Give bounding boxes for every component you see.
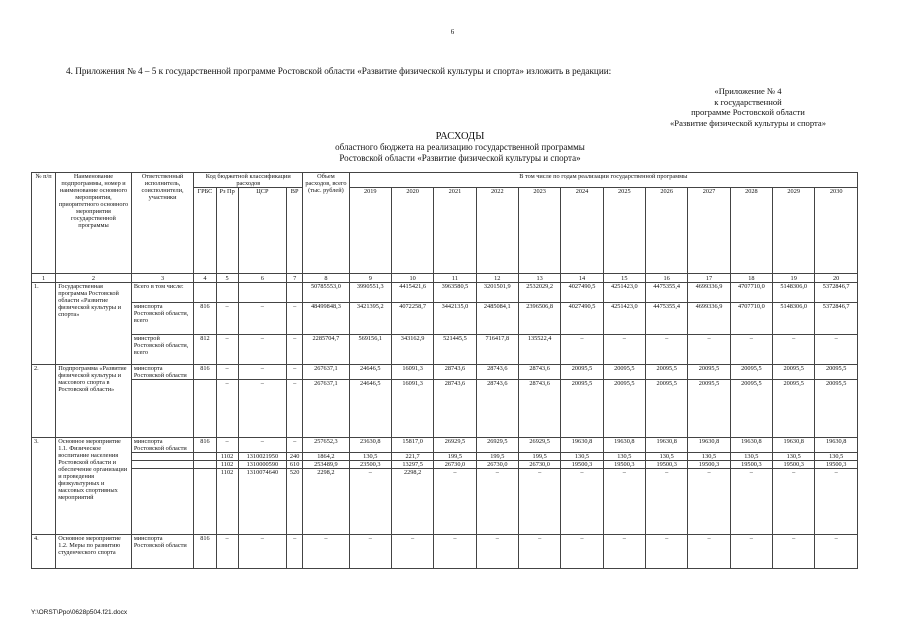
row-year-value: 19500,3 <box>646 461 688 469</box>
row-year-value: 20095,5 <box>603 380 645 438</box>
row-name: Основное мероприятие 1.1. Физическое воспитание населения Ростовской области и обеспечение организации и проведения физкультурных и массовых спортивных мероприятий <box>56 438 132 535</box>
header-exec: Ответственный исполнитель, соисполнители, участники <box>131 173 194 274</box>
column-number: 12 <box>476 274 518 283</box>
row-year-value: – <box>773 535 815 569</box>
row-year-value: 15817,0 <box>391 438 433 453</box>
row-executor: минспорта Ростовской области, всего <box>131 303 194 335</box>
header-year: 2019 <box>349 188 391 274</box>
row-year-value: 3201501,9 <box>476 283 518 303</box>
row-name: Государственная программа Ростовской области «Развитие физической культуры и спорта» <box>56 283 132 365</box>
table-row <box>32 469 858 535</box>
row-year-value: 19630,8 <box>730 438 772 453</box>
row-rzpr: 1102 <box>216 461 238 469</box>
row-year-value: – <box>434 535 476 569</box>
budget-table <box>31 172 858 569</box>
row-year-value: – <box>603 335 645 365</box>
header-grbs: ГРБС <box>194 188 216 274</box>
row-grbs <box>194 461 216 469</box>
row-year-value: 19630,8 <box>688 438 730 453</box>
row-year-value: 3963580,5 <box>434 283 476 303</box>
heading-title: РАСХОДЫ <box>435 131 485 142</box>
row-year-value: 20095,5 <box>646 365 688 380</box>
header-years-group: В том числе по годам реализации государственной программы <box>349 173 857 188</box>
column-number: 2 <box>56 274 132 283</box>
row-year-value: 4699336,9 <box>688 303 730 335</box>
appendix-line: «Приложение № 4 <box>714 86 782 96</box>
row-year-value: 3421395,2 <box>349 303 391 335</box>
row-year-value: – <box>603 469 645 535</box>
row-year-value: – <box>688 335 730 365</box>
row-year-value: 23500,3 <box>349 461 391 469</box>
row-total: 48499848,3 <box>303 303 349 335</box>
row-year-value: – <box>815 469 858 535</box>
document-heading <box>250 131 670 164</box>
row-rzpr: – <box>216 380 238 438</box>
row-executor: минспорта Ростовской области <box>131 438 194 453</box>
table-row <box>32 335 858 365</box>
row-year-value: 221,7 <box>391 453 433 461</box>
table-row <box>32 380 858 438</box>
row-year-value: – <box>646 535 688 569</box>
row-year-value: 130,5 <box>773 453 815 461</box>
header-year: 2020 <box>391 188 433 274</box>
row-year-value: 130,5 <box>561 453 603 461</box>
row-year-value: 569156,1 <box>349 335 391 365</box>
row-year-value: 20095,5 <box>773 365 815 380</box>
row-year-value: 5148306,0 <box>773 303 815 335</box>
row-year-value: 130,5 <box>646 453 688 461</box>
column-number: 10 <box>391 274 433 283</box>
row-year-value: – <box>603 535 645 569</box>
column-number: 20 <box>815 274 858 283</box>
header-rzpr: Рз Пр <box>216 188 238 274</box>
row-year-value: 20095,5 <box>561 380 603 438</box>
row-total: 253489,9 <box>303 461 349 469</box>
row-year-value: – <box>476 535 518 569</box>
row-year-value: 4415421,6 <box>391 283 433 303</box>
row-executor <box>131 469 194 535</box>
column-number: 13 <box>518 274 560 283</box>
row-year-value: 130,5 <box>349 453 391 461</box>
table-row <box>32 453 858 461</box>
row-year-value: – <box>561 535 603 569</box>
row-year-value: – <box>434 469 476 535</box>
row-executor: минстрой Ростовской области, всего <box>131 335 194 365</box>
row-grbs: 816 <box>194 535 216 569</box>
row-year-value: 19500,3 <box>730 461 772 469</box>
header-name: Наименование подпрограммы, номер и наименование основного мероприятия, приоритетного основного мероприятия государственной программы <box>56 173 132 274</box>
row-year-value: 3442135,0 <box>434 303 476 335</box>
row-vr: – <box>287 303 303 335</box>
row-vr: – <box>287 380 303 438</box>
row-year-value: 716417,8 <box>476 335 518 365</box>
row-year-value: – <box>391 535 433 569</box>
page-number: 6 <box>450 28 455 36</box>
column-number: 14 <box>561 274 603 283</box>
row-year-value: 135522,4 <box>518 335 560 365</box>
header-year: 2028 <box>730 188 772 274</box>
row-rzpr: 1102 <box>216 453 238 461</box>
column-number: 1 <box>32 274 56 283</box>
row-total: – <box>303 535 349 569</box>
row-executor: Всего в том числе: <box>131 283 194 303</box>
row-year-value: – <box>815 535 858 569</box>
row-year-value: 24646,5 <box>349 380 391 438</box>
row-year-value: 26730,0 <box>476 461 518 469</box>
row-csr: – <box>238 535 286 569</box>
row-rzpr: – <box>216 335 238 365</box>
appendix-line: «Развитие физической культуры и спорта» <box>670 117 826 128</box>
header-code: Код бюджетной классификации расходов <box>194 173 303 188</box>
row-year-value: 26929,5 <box>518 438 560 453</box>
row-year-value: 521445,5 <box>434 335 476 365</box>
row-executor <box>131 453 194 461</box>
row-year-value: 13297,5 <box>391 461 433 469</box>
row-total: 2298,2 <box>303 469 349 535</box>
row-year-value: 5372846,7 <box>815 283 858 303</box>
row-year-value: 343162,9 <box>391 335 433 365</box>
row-year-value: 20095,5 <box>646 380 688 438</box>
row-grbs <box>194 380 216 438</box>
row-rzpr: 1102 <box>216 469 238 535</box>
row-year-value: 199,5 <box>518 453 560 461</box>
column-number: 15 <box>603 274 645 283</box>
row-year-value: 28743,6 <box>476 380 518 438</box>
intro-text: 4. Приложения № 4 – 5 к государственной программе Ростовской области «Развитие физической культуры и спорта» изложить в редакции: <box>66 66 612 76</box>
row-year-value: – <box>646 469 688 535</box>
row-year-value: 24646,5 <box>349 365 391 380</box>
row-csr: – <box>238 380 286 438</box>
row-year-value: 19500,3 <box>603 461 645 469</box>
row-executor: минспорта Ростовской области <box>131 535 194 569</box>
row-total: 257652,3 <box>303 438 349 453</box>
row-year-value: 2396506,8 <box>518 303 560 335</box>
row-year-value: 4475355,4 <box>646 303 688 335</box>
row-vr: 240 <box>287 453 303 461</box>
row-grbs <box>194 283 216 303</box>
column-number: 7 <box>287 274 303 283</box>
row-year-value: – <box>688 535 730 569</box>
row-year-value: – <box>773 335 815 365</box>
row-year-value: 28743,6 <box>476 365 518 380</box>
row-number: 3. <box>32 438 56 535</box>
row-csr <box>238 283 286 303</box>
row-year-value: 20095,5 <box>815 365 858 380</box>
row-name: Основное мероприятие 1.2. Меры по развитию студенческого спорта <box>56 535 132 569</box>
row-year-value: 19630,8 <box>561 438 603 453</box>
row-year-value: 2532029,2 <box>518 283 560 303</box>
header-year: 2022 <box>476 188 518 274</box>
row-year-value: – <box>688 469 730 535</box>
header-year: 2021 <box>434 188 476 274</box>
row-year-value: 130,5 <box>688 453 730 461</box>
row-year-value: 199,5 <box>476 453 518 461</box>
row-year-value: 2485084,1 <box>476 303 518 335</box>
row-total: 50785553,0 <box>303 283 349 303</box>
row-year-value: 19500,3 <box>773 461 815 469</box>
row-vr: 520 <box>287 469 303 535</box>
column-number: 6 <box>238 274 286 283</box>
row-year-value: 20095,5 <box>603 365 645 380</box>
row-year-value: – <box>476 469 518 535</box>
row-year-value: – <box>815 335 858 365</box>
row-year-value: 16091,3 <box>391 365 433 380</box>
row-csr: – <box>238 438 286 453</box>
column-number: 4 <box>194 274 216 283</box>
row-total: 2285704,7 <box>303 335 349 365</box>
row-year-value: 5372846,7 <box>815 303 858 335</box>
row-grbs <box>194 453 216 461</box>
row-csr: – <box>238 335 286 365</box>
heading-line: Ростовской области «Развитие физической культуры и спорта» <box>339 153 581 163</box>
row-year-value: – <box>730 535 772 569</box>
row-name: Подпрограмма «Развитие физической культуры и массового спорта в Ростовской области» <box>56 365 132 438</box>
column-number: 17 <box>688 274 730 283</box>
row-csr: – <box>238 365 286 380</box>
row-rzpr: – <box>216 535 238 569</box>
row-year-value: – <box>561 469 603 535</box>
header-year: 2030 <box>815 188 858 274</box>
row-year-value: 19630,8 <box>815 438 858 453</box>
table-row <box>32 461 858 469</box>
table-row <box>32 438 858 453</box>
row-year-value: 4707710,0 <box>730 303 772 335</box>
footer-file-path: Y:\ORST\Ppo\0628p504.f21.docx <box>31 609 128 616</box>
row-vr: – <box>287 365 303 380</box>
row-year-value: 4251423,0 <box>603 303 645 335</box>
row-year-value: – <box>646 335 688 365</box>
row-vr <box>287 283 303 303</box>
row-number: 1. <box>32 283 56 365</box>
row-executor <box>131 380 194 438</box>
row-year-value: – <box>349 469 391 535</box>
column-number: 19 <box>773 274 815 283</box>
row-csr: 1310074640 <box>238 469 286 535</box>
row-grbs: 816 <box>194 365 216 380</box>
row-year-value: 20095,5 <box>773 380 815 438</box>
row-year-value: – <box>561 335 603 365</box>
row-year-value: 28743,6 <box>434 380 476 438</box>
header-year: 2023 <box>518 188 560 274</box>
header-year: 2026 <box>646 188 688 274</box>
column-number: 5 <box>216 274 238 283</box>
table-row <box>32 535 858 569</box>
row-year-value: – <box>730 335 772 365</box>
row-vr: – <box>287 438 303 453</box>
table-row <box>32 365 858 380</box>
header-year: 2024 <box>561 188 603 274</box>
row-year-value: 20095,5 <box>730 380 772 438</box>
row-year-value: 19630,8 <box>646 438 688 453</box>
column-number: 18 <box>730 274 772 283</box>
header-volume: Объем расходов, всего (тыс. рублей) <box>303 173 349 274</box>
row-year-value: 20095,5 <box>730 365 772 380</box>
heading-line: областного бюджета на реализацию государственной программы <box>335 142 585 152</box>
header-csr: ЦСР <box>238 188 286 274</box>
row-year-value: 2298,2 <box>391 469 433 535</box>
row-year-value: 28743,6 <box>518 380 560 438</box>
row-year-value: 4251423,0 <box>603 283 645 303</box>
row-year-value: 5148306,0 <box>773 283 815 303</box>
row-grbs: 812 <box>194 335 216 365</box>
row-executor <box>131 461 194 469</box>
appendix-note <box>643 86 853 128</box>
row-year-value: 26730,0 <box>434 461 476 469</box>
row-year-value: 20095,5 <box>561 365 603 380</box>
row-vr: – <box>287 535 303 569</box>
header-vr: ВР <box>287 188 303 274</box>
row-year-value: 19500,3 <box>688 461 730 469</box>
row-year-value: 3990551,3 <box>349 283 391 303</box>
row-total: 1864,2 <box>303 453 349 461</box>
row-total: 267637,1 <box>303 365 349 380</box>
row-year-value: 26929,5 <box>434 438 476 453</box>
row-rzpr: – <box>216 365 238 380</box>
row-grbs <box>194 469 216 535</box>
row-year-value: 4475355,4 <box>646 283 688 303</box>
row-year-value: 199,5 <box>434 453 476 461</box>
row-year-value: 26730,0 <box>518 461 560 469</box>
table-row <box>32 303 858 335</box>
column-number: 11 <box>434 274 476 283</box>
row-year-value: 16091,3 <box>391 380 433 438</box>
column-number: 8 <box>303 274 349 283</box>
table-row <box>32 283 858 303</box>
row-year-value: 130,5 <box>730 453 772 461</box>
row-rzpr: – <box>216 303 238 335</box>
row-year-value: – <box>730 469 772 535</box>
row-year-value: 4699336,9 <box>688 283 730 303</box>
row-year-value: 20095,5 <box>815 380 858 438</box>
row-number: 4. <box>32 535 56 569</box>
column-number: 3 <box>131 274 194 283</box>
row-year-value: 28743,6 <box>434 365 476 380</box>
row-rzpr: – <box>216 438 238 453</box>
header-num: № п/п <box>32 173 56 274</box>
row-year-value: 19630,8 <box>603 438 645 453</box>
row-year-value: 4072258,7 <box>391 303 433 335</box>
column-number: 9 <box>349 274 391 283</box>
row-year-value: 4707710,0 <box>730 283 772 303</box>
header-year: 2029 <box>773 188 815 274</box>
row-year-value: 4027490,5 <box>561 303 603 335</box>
row-vr: – <box>287 335 303 365</box>
row-year-value: 19630,8 <box>773 438 815 453</box>
row-year-value: 130,5 <box>603 453 645 461</box>
row-year-value: 4027490,5 <box>561 283 603 303</box>
row-year-value: – <box>518 469 560 535</box>
row-csr: 1310021950 <box>238 453 286 461</box>
row-total: 267637,1 <box>303 380 349 438</box>
row-executor: минспорта Ростовской области <box>131 365 194 380</box>
row-year-value: 20095,5 <box>688 380 730 438</box>
row-year-value: 28743,6 <box>518 365 560 380</box>
row-grbs: 816 <box>194 438 216 453</box>
row-year-value: 23630,8 <box>349 438 391 453</box>
row-rzpr <box>216 283 238 303</box>
row-year-value: – <box>349 535 391 569</box>
row-number: 2. <box>32 365 56 438</box>
appendix-line: программе Ростовской области <box>691 107 805 117</box>
row-year-value: – <box>773 469 815 535</box>
row-year-value: – <box>518 535 560 569</box>
header-year: 2025 <box>603 188 645 274</box>
row-csr: – <box>238 303 286 335</box>
row-grbs: 816 <box>194 303 216 335</box>
appendix-line: к государственной <box>714 96 782 107</box>
row-csr: 1310000590 <box>238 461 286 469</box>
row-year-value: 20095,5 <box>688 365 730 380</box>
row-year-value: 19500,3 <box>561 461 603 469</box>
header-year: 2027 <box>688 188 730 274</box>
row-year-value: 19500,3 <box>815 461 858 469</box>
column-number: 16 <box>646 274 688 283</box>
row-vr: 610 <box>287 461 303 469</box>
row-year-value: 26929,5 <box>476 438 518 453</box>
row-year-value: 130,5 <box>815 453 858 461</box>
